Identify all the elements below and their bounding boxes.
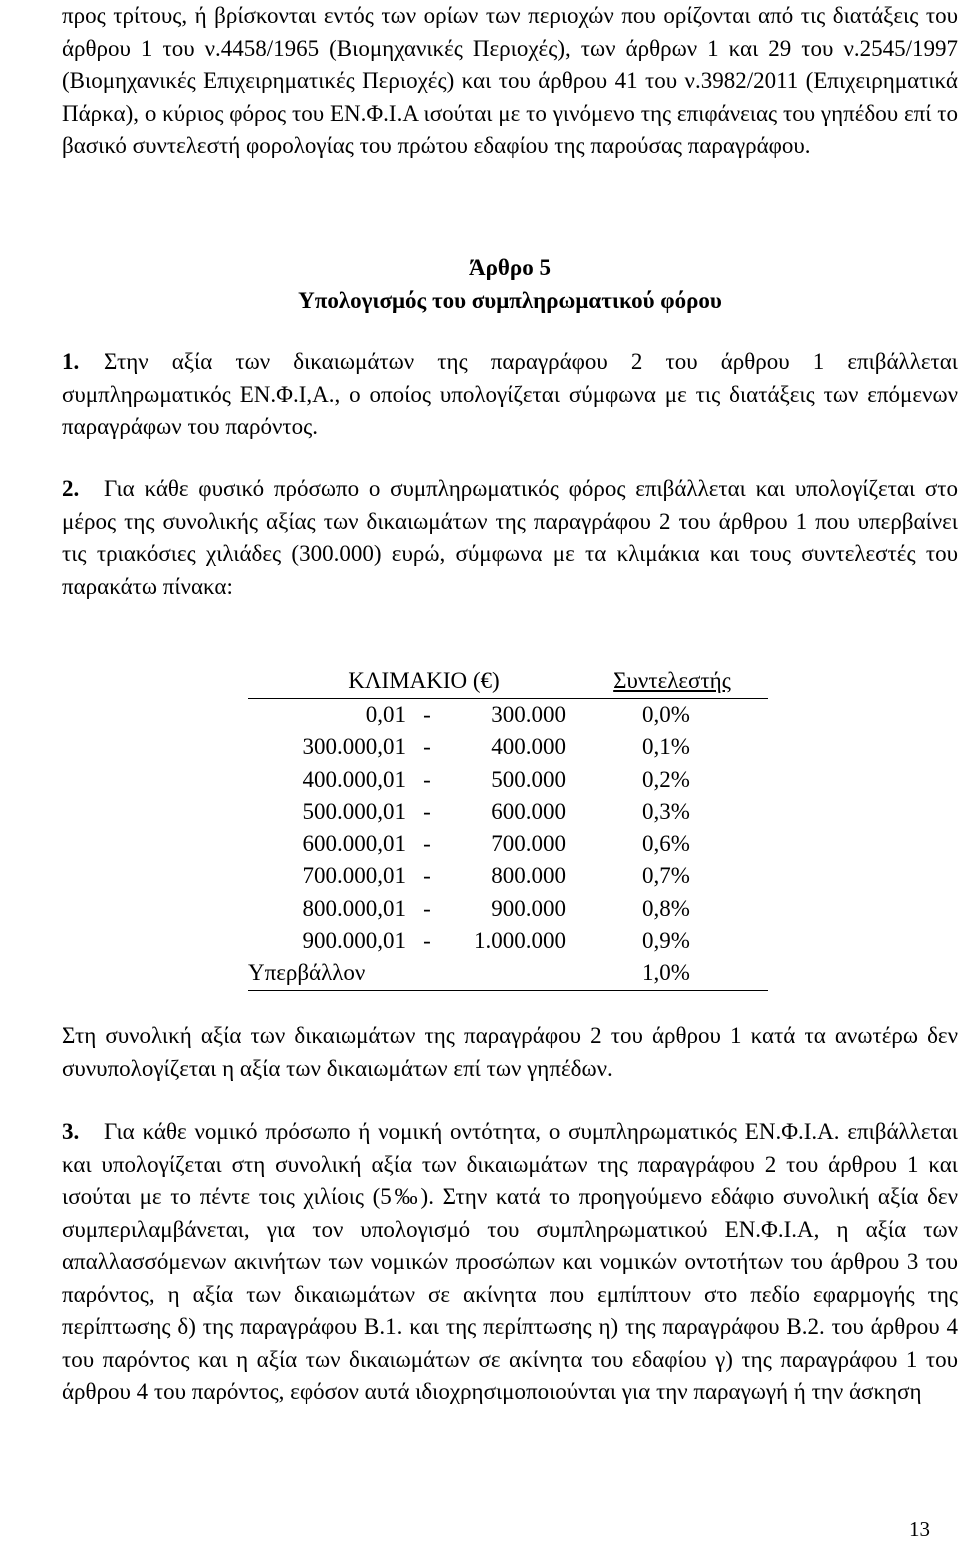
paragraph-1-text: Στην αξία των δικαιωμάτων της παραγράφου 2 του άρθρου 1 επιβάλλεται συμπληρωματικός ΕΝ.Φ.Ι,Α., ο οποίος υπολογίζεται σύμφωνα με τις διατάξεις των επόμενων παραγράφων του παρόντος. xyxy=(62,349,958,439)
bracket-from: Υπερβάλλον xyxy=(248,957,412,990)
row-gap xyxy=(566,893,584,925)
paragraph-1-number: 1. xyxy=(62,349,80,374)
bracket-rate: 0,7% xyxy=(642,863,690,889)
table-row xyxy=(248,828,768,860)
bracket-from: 900.000,01 xyxy=(302,928,406,954)
intro-text: προς τρίτους, ή βρίσκονται εντός των ορίων των περιοχών που ορίζονται από τις διατάξεις του άρθρου 1 του ν.4458/1965 (Βιομηχανικές Περιοχές), των άρθρων 1 και 29 του ν.2545/1997 (Βιομηχανικές Επιχειρηματικές Περιοχές) και του άρθρου 41 του ν.3982/2011 (Επιχειρηματικά Πάρκα), ο κύριος φόρος του ΕΝ.Φ.Ι.Α ισούται με το γινόμενο της επιφάνειας του γηπέδου επί το βασικό συντελεστή φορολογίας του πρώτου εδαφίου της παρούσας παραγράφου. xyxy=(62,3,958,158)
bracket-to: 400.000 xyxy=(491,734,566,760)
bracket-from: 600.000,01 xyxy=(302,831,406,857)
paragraph-3-number: 3. xyxy=(62,1119,80,1144)
intro-paragraph xyxy=(62,0,958,163)
row-gap xyxy=(566,764,584,796)
bracket-to xyxy=(442,957,566,990)
bracket-dash: - xyxy=(423,766,431,792)
table-row xyxy=(248,731,768,763)
bracket-rate: 0,8% xyxy=(642,895,690,921)
bracket-from: 400.000,01 xyxy=(302,766,406,792)
row-gap xyxy=(566,957,584,990)
bracket-rate: 0,3% xyxy=(642,798,690,824)
bracket-to: 800.000 xyxy=(491,863,566,889)
header-gap xyxy=(566,664,584,699)
table-row xyxy=(248,764,768,796)
bracket-dash: - xyxy=(423,734,431,760)
header-rate: Συντελεστής xyxy=(584,664,768,699)
bracket-to: 1.000.000 xyxy=(474,928,566,954)
paragraph-3 xyxy=(62,1116,958,1409)
bracket-rate: 0,0% xyxy=(642,702,690,727)
bracket-to: 300.000 xyxy=(491,702,566,727)
bracket-to: 700.000 xyxy=(491,831,566,857)
paragraph-1 xyxy=(62,346,958,444)
bracket-dash: - xyxy=(423,895,431,921)
bracket-to: 500.000 xyxy=(491,766,566,792)
header-bracket: ΚΛΙΜΑΚΙΟ (€) xyxy=(248,664,566,699)
row-gap xyxy=(566,860,584,892)
bracket-dash xyxy=(412,957,442,990)
bracket-rate: 1,0% xyxy=(584,957,768,990)
bracket-from: 0,01 xyxy=(365,702,406,727)
bracket-dash: - xyxy=(423,831,431,857)
bracket-from: 800.000,01 xyxy=(302,895,406,921)
article-heading: Άρθρο 5 xyxy=(469,255,551,280)
after-table-text: Στη συνολική αξία των δικαιωμάτων της παραγράφου 2 του άρθρου 1 κατά τα ανωτέρω δεν συνυπολογίζεται η αξία των δικαιωμάτων επί των γηπέδων. xyxy=(62,1023,958,1081)
bracket-dash: - xyxy=(423,928,431,954)
bracket-dash: - xyxy=(423,798,431,824)
table-row xyxy=(248,893,768,925)
table-row xyxy=(248,860,768,892)
tax-rate-table xyxy=(248,664,768,991)
row-gap xyxy=(566,828,584,860)
table-row xyxy=(248,957,768,990)
table-row xyxy=(248,699,768,732)
table-row xyxy=(248,925,768,957)
paragraph-2-number: 2. xyxy=(62,476,80,501)
after-table-paragraph xyxy=(62,1020,958,1085)
bracket-from: 700.000,01 xyxy=(302,863,406,889)
row-gap xyxy=(566,796,584,828)
bracket-rate: 0,1% xyxy=(642,734,690,760)
paragraph-2-text: Για κάθε φυσικό πρόσωπο ο συμπληρωματικός φόρος επιβάλλεται και υπολογίζεται στο μέρος της συνολικής αξίας των δικαιωμάτων της παραγράφου 2 του άρθρου 1 που υπερβαίνει τις τριακόσιες χιλιάδες (300.000) ευρώ, σύμφωνα με τα κλιμάκια και τους συντελεστές του παρακάτω πίνακα: xyxy=(62,476,958,599)
table-row xyxy=(248,796,768,828)
bracket-rate: 0,6% xyxy=(642,831,690,857)
bracket-from: 300.000,01 xyxy=(302,734,406,760)
bracket-to: 600.000 xyxy=(491,798,566,824)
bracket-dash: - xyxy=(423,863,431,889)
row-gap xyxy=(566,699,584,732)
paragraph-3-text: Για κάθε νομικό πρόσωπο ή νομική οντότητα, ο συμπληρωματικός ΕΝ.Φ.Ι.Α. επιβάλλεται και υπολογίζεται στη συνολική αξία των δικαιωμάτων της παραγράφου 2 του άρθρου 1 και ισούται με το πέντε τοις χιλίοις (5‰). Στην κατά το προηγούμενο εδάφιο συνολική αξία δεν συμπεριλαμβάνεται, για τον υπολογισμό του συμπληρωματικού ΕΝ.Φ.Ι.Α, η αξία των απαλλασσόμενων ακινήτων των νομικών προσώπων και νομικών οντοτήτων του άρθρου 3 του παρόντος, η αξία των δικαιωμάτων σε ακίνητα που εμπίπτουν στο πεδίο εφαρμογής της περίπτωσης δ) της παραγράφου Β.1. και της περίπτωσης η) της παραγράφου Β.2. του άρθρου 4 του παρόντος και η αξία των δικαιωμάτων σε ακίνητα του εδαφίου γ) της παραγράφου 1 του άρθρου 4 του παρόντος, εφόσον αυτά ιδιοχρησιμοποιούνται για την παραγωγή ή την άσκηση xyxy=(62,1119,958,1404)
page-number: 13 xyxy=(909,1517,930,1541)
article-subheading: Υπολογισμός του συμπληρωματικού φόρου xyxy=(298,288,722,313)
row-gap xyxy=(566,731,584,763)
bracket-dash: - xyxy=(423,702,431,727)
bracket-from: 500.000,01 xyxy=(302,798,406,824)
row-gap xyxy=(566,925,584,957)
bracket-rate: 0,2% xyxy=(642,766,690,792)
table-header-row xyxy=(248,664,768,699)
bracket-rate: 0,9% xyxy=(642,928,690,954)
paragraph-2 xyxy=(62,473,958,603)
bracket-to: 900.000 xyxy=(491,895,566,921)
